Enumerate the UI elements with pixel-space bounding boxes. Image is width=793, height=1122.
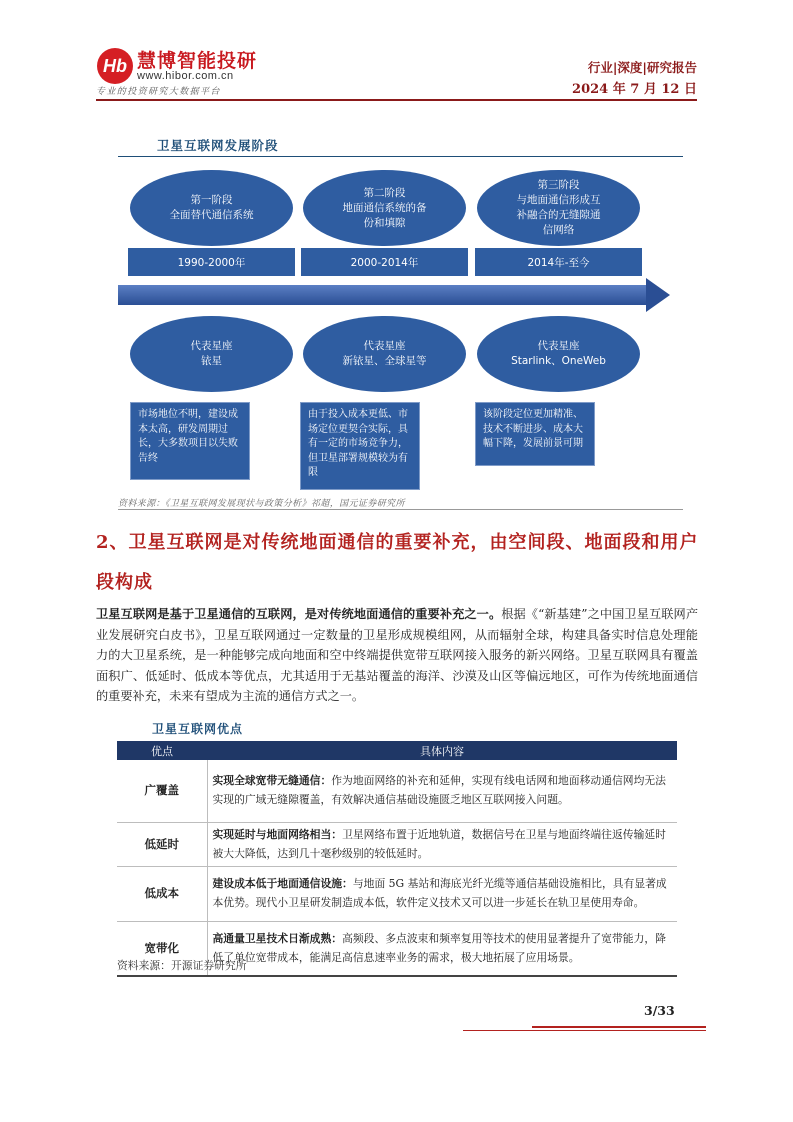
figure-source: 资料来源：《卫星互联网发展现状与政策分析》祁超，国元证券研究所 <box>118 499 405 509</box>
table-header-content: 具体内容 <box>207 741 677 760</box>
row-content <box>207 760 677 822</box>
body-paragraph <box>96 604 698 707</box>
stage-3-years: 2014年-至今 <box>475 248 642 276</box>
advantages-table <box>117 741 677 977</box>
row-content-text: 卫星网络布置于近地轨道，数据信号在卫星与地面终端往返传输延时被大大降低，达到几十毫秒级别的较低延时。 <box>212 827 666 860</box>
footer-rule-thin <box>463 1030 706 1031</box>
figure-top-rule <box>118 156 683 157</box>
row-content <box>207 921 677 976</box>
paragraph-body: 根据《“新基建”之中国卫星互联网产业发展研究白皮书》，卫星互联网通过一定数量的卫星形成规模组网，从而辐射全球，构建具备实时信息处理能力的大卫星系统，是一种能够完成向地面和空中终端提供宽带互联网接入服务的新兴网络。卫星互联网具有覆盖面积广、低延时、低成本等优点，尤其适用于无基站覆盖的海洋、沙漠及山区等偏远地区，可作为传统地面通信的重要补充，未来有望成为主流的通信方式之一。 <box>96 607 699 703</box>
table-row <box>117 866 677 921</box>
table-source: 资料来源：开源证券研究所 <box>117 959 247 972</box>
stage-3-constellation <box>477 316 640 392</box>
constellation-value: 新铱星、全球星等 <box>342 355 427 367</box>
row-content-text: 与地面 5G 基站和海底光纤光缆等通信基础设施相比，具有显著成本优势。现代小卫星研发制造成本低，软件定义技术又可以进一步延长在轨卫星使用寿命。 <box>212 877 667 909</box>
page-number: 3/33 <box>644 1003 675 1018</box>
stage-3-desc-line1: 与地面通信形成互 <box>516 194 601 206</box>
stage-3-oval <box>477 170 640 246</box>
table-row <box>117 822 677 866</box>
stage-1-name: 第一阶段 <box>190 194 233 206</box>
row-advantage: 广覆盖 <box>117 760 207 822</box>
footer-rule-thick <box>532 1026 706 1028</box>
stage-3-name: 第三阶段 <box>537 179 580 191</box>
row-content <box>207 866 677 921</box>
timeline-arrow-shaft <box>118 285 648 305</box>
table-header-advantage: 优点 <box>117 741 207 760</box>
row-advantage: 低延时 <box>117 822 207 866</box>
constellation-label: 代表星座 <box>190 340 233 352</box>
stage-2-name: 第二阶段 <box>363 186 406 199</box>
row-content-lead: 实现延时与地面网络相当： <box>212 827 343 841</box>
logo-slogan: 专业的投资研究大数据平台 <box>96 87 221 97</box>
stage-3-summary: 该阶段定位更加精准、技术不断进步、成本大幅下降，发展前景可期 <box>475 402 595 466</box>
figure-title: 卫星互联网发展阶段 <box>157 138 279 153</box>
constellation-label: 代表星座 <box>363 340 406 352</box>
timeline-arrow-head <box>646 278 670 312</box>
stage-2-summary: 由于投入成本更低、市场定位更契合实际，具有一定的市场竞争力，但卫星部署规模较为有限 <box>300 402 420 490</box>
logo-name: 慧博智能投研 <box>137 50 258 72</box>
row-content-lead: 建设成本低于地面通信设施： <box>212 877 353 890</box>
stage-2-constellation <box>303 316 466 392</box>
section-heading-line2: 段构成 <box>96 572 153 593</box>
stage-1-summary: 市场地位不明，建设成本太高，研发周期过长，大多数项目以失败告终 <box>130 402 250 480</box>
stage-2-desc-line2: 份和填隙 <box>363 216 406 229</box>
constellation-value: 铱星 <box>201 355 222 367</box>
row-content-lead: 实现全球宽带无缝通信： <box>212 774 332 788</box>
table-header-row <box>117 741 677 760</box>
stage-3-desc-line2: 补融合的无缝隙通 <box>516 209 601 221</box>
section-heading-line1: 2、卫星互联网是对传统地面通信的重要补充，由空间段、地面段和用户 <box>96 532 699 553</box>
logo-url[interactable]: www.hibor.com.cn <box>137 70 234 82</box>
row-content-lead: 高通量卫星技术日渐成熟： <box>212 931 343 945</box>
header-divider <box>96 99 697 101</box>
row-advantage: 低成本 <box>117 866 207 921</box>
paragraph-lead: 卫星互联网是基于卫星通信的互联网，是对传统地面通信的重要补充之一。 <box>96 607 502 621</box>
stage-1-oval <box>130 170 293 246</box>
table-row <box>117 760 677 822</box>
table-title: 卫星互联网优点 <box>152 722 244 736</box>
stage-1-constellation <box>130 316 293 392</box>
constellation-label: 代表星座 <box>537 340 580 352</box>
stage-2-oval <box>303 170 466 246</box>
figure-bottom-rule <box>118 509 683 510</box>
stage-2-desc-line1: 地面通信系统的备 <box>342 201 427 214</box>
report-type: 行业|深度|研究报告 <box>587 60 697 75</box>
stage-3-desc-line3: 信网络 <box>542 224 575 236</box>
report-date: 2024 年 7 月 12 日 <box>572 82 697 97</box>
row-content <box>207 822 677 866</box>
row-content-text: 高频段、多点波束和频率复用等技术的使用显著提升了宽带能力，降低了单位宽带成本，能满足高信息速率业务的需求，极大地拓展了应用场景。 <box>212 931 666 964</box>
stage-2-years: 2000-2014年 <box>301 248 468 276</box>
row-content-text: 作为地面网络的补充和延伸，实现有线电话网和地面移动通信网均无法实现的广域无缝隙覆盖，有效解决通信基础设施匮乏地区互联网接入问题。 <box>212 774 666 807</box>
stage-1-desc: 全面替代通信系统 <box>169 209 254 221</box>
stage-1-years: 1990-2000年 <box>128 248 295 276</box>
logo-mark: Hb <box>97 48 133 84</box>
constellation-value: Starlink、OneWeb <box>511 355 606 367</box>
row-advantage: 宽带化 <box>117 921 207 976</box>
